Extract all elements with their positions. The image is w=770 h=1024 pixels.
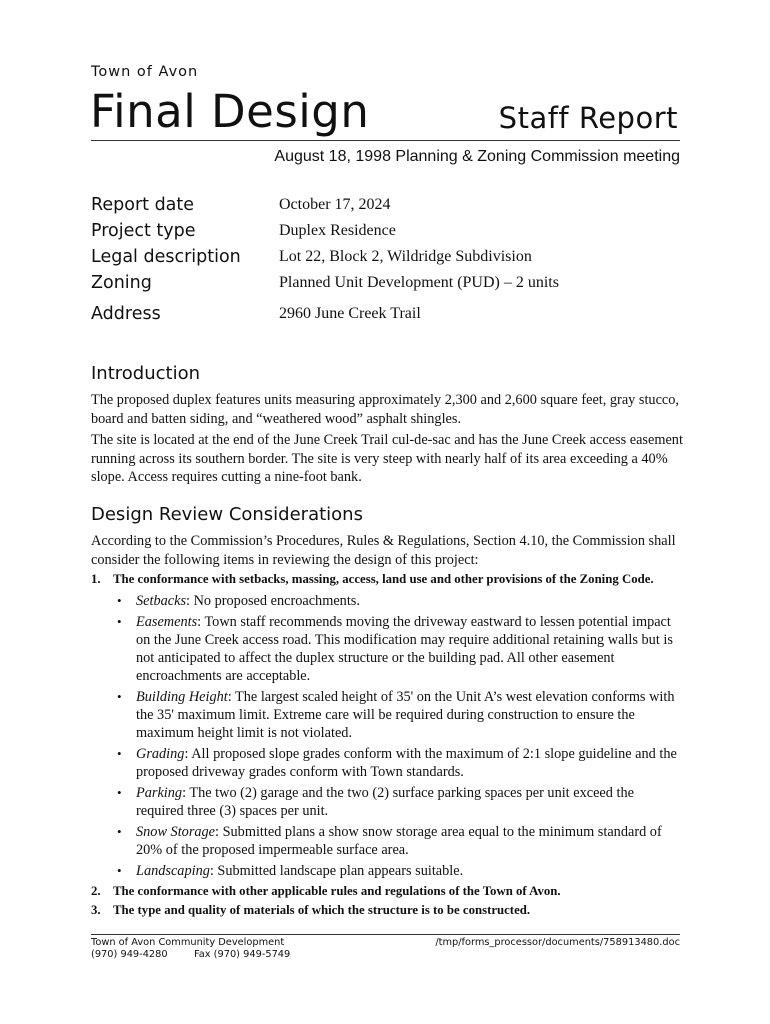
bullet-term: Grading xyxy=(136,745,185,762)
info-value: Lot 22, Block 2, Wildridge Subdivision xyxy=(279,248,532,265)
intro-paragraph: The proposed duplex features units measuring approximately 2,300 and 2,600 square feet, gray stucco, board and batten siding, and “weathered wood” asphalt shingles. xyxy=(91,392,679,427)
intro-paragraph: The site is located at the end of the June Creek Trail cul-de-sac and has the June Creek access easement running across its southern border. The site is very steep with nearly half of its area exceeding a 40% slope. Access requires cutting a nine-foot bank. xyxy=(91,432,683,485)
list-item xyxy=(113,613,683,685)
info-label: Project type xyxy=(91,221,196,241)
bullet-text: : The largest scaled height of 35' on the Unit A’s west elevation conforms with the 35' maximum limit. Extreme care will be required during construction to ensure the maximum height limit is not violated. xyxy=(136,688,675,741)
bullet-text: : All proposed slope grades conform with the maximum of 2:1 slope guideline and the proposed driveway grades conform with Town standards. xyxy=(136,745,677,780)
bullet-term: Building Height xyxy=(136,688,228,705)
review-item xyxy=(91,571,683,880)
review-item xyxy=(91,902,683,919)
item-number: 1. xyxy=(91,572,101,586)
info-value: Duplex Residence xyxy=(279,222,396,239)
bullet-icon: • xyxy=(117,784,122,800)
bullet-icon: • xyxy=(117,688,122,704)
bullet-term: Easements xyxy=(136,613,198,630)
list-item xyxy=(113,862,683,880)
item-number: 3. xyxy=(91,903,101,917)
footer-file-path: /tmp/forms_processor/documents/758913480.doc xyxy=(435,937,680,948)
footer-fax: Fax (970) 949-5749 xyxy=(194,949,291,960)
list-item xyxy=(113,592,683,610)
item-text: The conformance with other applicable rules and regulations of the Town of Avon. xyxy=(113,883,561,898)
info-row-legal-description xyxy=(91,245,681,271)
list-item xyxy=(113,823,683,859)
bullet-icon: • xyxy=(117,823,122,839)
bullet-text: : Submitted landscape plan appears suitable. xyxy=(209,862,464,879)
bullet-icon: • xyxy=(117,613,122,629)
info-value: Planned Unit Development (PUD) – 2 units xyxy=(279,274,559,291)
page-title: Final Design xyxy=(90,85,370,138)
bullet-text: : Town staff recommends moving the driveway eastward to lessen potential impact on the June Creek access road. This modification may require additional retaining walls but is not anticipated to affect the duplex structure or the building pad. All other easement encroachments are acceptable. xyxy=(136,613,673,684)
header-divider xyxy=(91,140,680,141)
footer-divider xyxy=(91,934,680,935)
bullet-icon: • xyxy=(117,592,122,608)
footer-org: Town of Avon Community Development xyxy=(91,937,285,948)
review-item xyxy=(91,883,683,900)
list-item xyxy=(113,784,683,820)
bullet-term: Parking xyxy=(136,784,183,801)
info-label: Address xyxy=(91,304,161,324)
bullet-text: : No proposed encroachments. xyxy=(186,592,360,609)
list-item xyxy=(113,688,683,742)
report-info xyxy=(91,193,681,328)
bullet-term: Snow Storage xyxy=(136,823,216,840)
info-row-zoning xyxy=(91,271,681,297)
introduction-heading: Introduction xyxy=(91,363,201,384)
meeting-line: August 18, 1998 Planning & Zoning Commission meeting xyxy=(274,148,680,165)
bullet-text: : The two (2) garage and the two (2) surface parking spaces per unit exceed the required three (3) spaces per unit. xyxy=(136,784,634,819)
info-label: Report date xyxy=(91,195,195,215)
footer-phone: (970) 949-4280 xyxy=(91,949,168,960)
bullet-icon: • xyxy=(117,862,122,878)
info-value: 2960 June Creek Trail xyxy=(279,305,421,322)
info-row-report-date xyxy=(91,193,681,219)
info-label: Zoning xyxy=(91,273,152,293)
design-review-intro: According to the Commission’s Procedures, Rules & Regulations, Section 4.10, the Commission shall consider the following items in reviewing the design of this project: xyxy=(91,533,676,568)
item-text: The conformance with setbacks, massing, access, land use and other provisions of the Zoning Code. xyxy=(113,572,654,586)
info-row-address xyxy=(91,302,681,328)
info-label: Legal description xyxy=(91,247,241,267)
bullet-term: Landscaping xyxy=(136,862,210,879)
bullet-list xyxy=(113,592,683,880)
item-number: 2. xyxy=(91,883,101,898)
review-items xyxy=(91,571,683,919)
bullet-text: : Submitted plans a show snow storage area equal to the minimum standard of 20% of the proposed impermeable surface area. xyxy=(136,823,662,858)
list-item xyxy=(113,745,683,781)
org-name: Town of Avon xyxy=(91,64,199,80)
bullet-term: Setbacks xyxy=(136,592,187,609)
design-review-heading: Design Review Considerations xyxy=(91,504,363,525)
info-row-project-type xyxy=(91,219,681,245)
page-subtitle: Staff Report xyxy=(498,101,678,135)
bullet-icon: • xyxy=(117,745,122,761)
item-text: The type and quality of materials of which the structure is to be constructed. xyxy=(113,903,531,917)
info-value: October 17, 2024 xyxy=(279,196,391,213)
